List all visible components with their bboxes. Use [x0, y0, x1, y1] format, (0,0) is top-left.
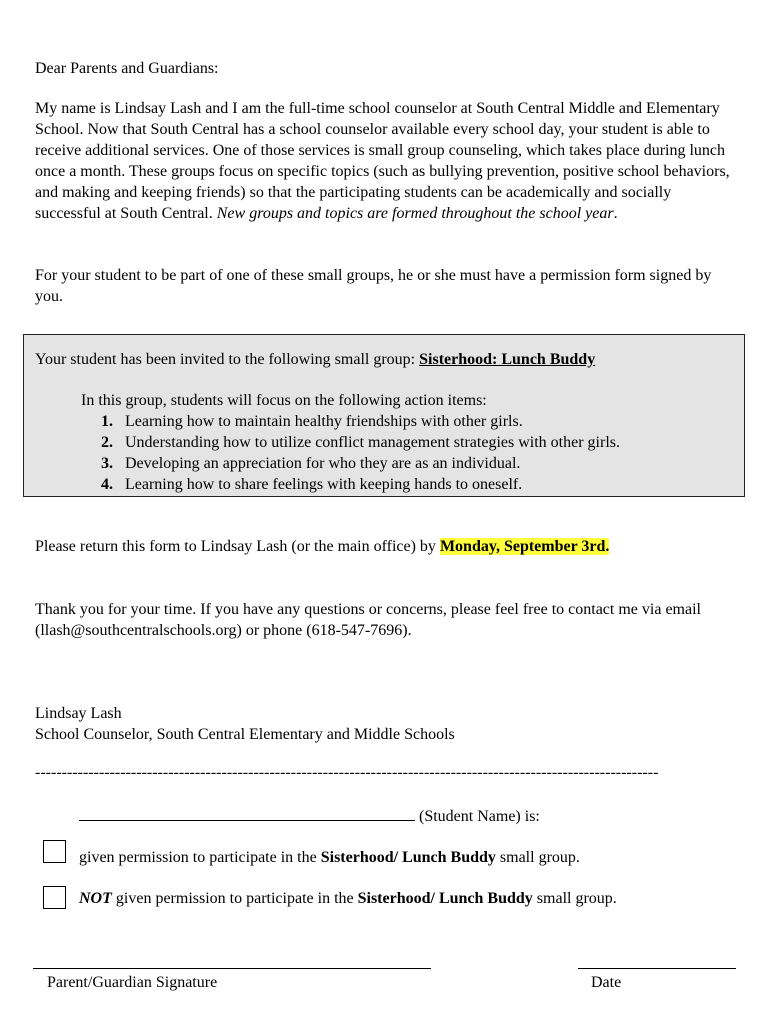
action-item-text: Learning how to maintain healthy friendships with other girls. [125, 413, 523, 430]
action-item [101, 411, 620, 432]
student-name-line [79, 806, 540, 827]
signature-label: Parent/Guardian Signature [47, 974, 218, 991]
signoff-block [35, 703, 455, 745]
intro-end-punct: . [613, 205, 618, 222]
signature-line[interactable] [33, 968, 431, 969]
action-item [101, 474, 620, 495]
group-name-bold: Sisterhood/ Lunch Buddy [320, 849, 496, 866]
signoff-name: Lindsay Lash [35, 705, 122, 722]
intro-italic-text: New groups and topics are formed throughout the school year [216, 205, 614, 222]
action-item [101, 432, 620, 453]
return-text: Please return this form to Lindsay Lash (or the main office) by [35, 538, 440, 555]
date-label: Date [591, 974, 622, 991]
cut-line-separator: --------------------------------------------------------------------------------------------------------------------- [35, 764, 659, 781]
invite-text: Your student has been invited to the following small group: [35, 351, 420, 368]
group-invite-box [23, 334, 745, 497]
action-item-number: 3. [101, 455, 113, 472]
not-emphasis: NOT [79, 890, 112, 907]
permission-given-option [79, 847, 580, 868]
option-suffix: small group. [532, 890, 617, 907]
option-suffix: small group. [495, 849, 580, 866]
not-prefix: given permission to participate in the [111, 890, 358, 907]
student-name-label: (Student Name) is: [419, 808, 540, 825]
deadline-highlight: Monday, September 3rd. [439, 538, 610, 555]
letter-greeting: Dear Parents and Guardians: [35, 60, 219, 77]
return-instructions [35, 536, 609, 557]
action-item-text: Understanding how to utilize conflict management strategies with other girls. [125, 434, 620, 451]
date-line[interactable] [578, 968, 736, 969]
group-name-bold: Sisterhood/ Lunch Buddy [357, 890, 533, 907]
intro-text: My name is Lindsay Lash and I am the full-time school counselor at South Central Middle and Elementary School. Now that South Central has a school counselor available every school day, your student is able to receive additional services. One of those services is small group counseling, which takes place during lunch once a month. These groups focus on specific topics (such as bullying prevention, positive school behaviors, and making and keeping friends) so that the participating students can be academically and socially successful at South Central. [35, 100, 730, 222]
thanks-paragraph: Thank you for your time. If you have any questions or concerns, please feel free to contact me via email (llash@southcentralschools.org) or phone (618-547-7696). [35, 601, 701, 639]
permission-given-checkbox[interactable] [43, 840, 66, 863]
intro-paragraph [35, 98, 740, 224]
permission-paragraph: For your student to be part of one of these small groups, he or she must have a permission form signed by you. [35, 267, 712, 305]
action-item-text: Developing an appreciation for who they are as an individual. [125, 455, 521, 472]
given-prefix: given permission to participate in the [79, 849, 321, 866]
permission-not-given-checkbox[interactable] [43, 886, 66, 909]
focus-intro: In this group, students will focus on the following action items: [81, 392, 487, 409]
action-item [101, 453, 620, 474]
action-item-number: 2. [101, 434, 113, 451]
invite-line [35, 349, 595, 370]
action-item-number: 1. [101, 413, 113, 430]
action-item-number: 4. [101, 476, 113, 493]
permission-not-given-option [79, 888, 617, 909]
action-items-list [101, 411, 620, 495]
action-item-text: Learning how to share feelings with keeping hands to oneself. [125, 476, 523, 493]
group-name: Sisterhood: Lunch Buddy [419, 351, 596, 368]
student-name-blank[interactable] [79, 806, 415, 821]
signoff-title: School Counselor, South Central Elementary and Middle Schools [35, 726, 455, 743]
